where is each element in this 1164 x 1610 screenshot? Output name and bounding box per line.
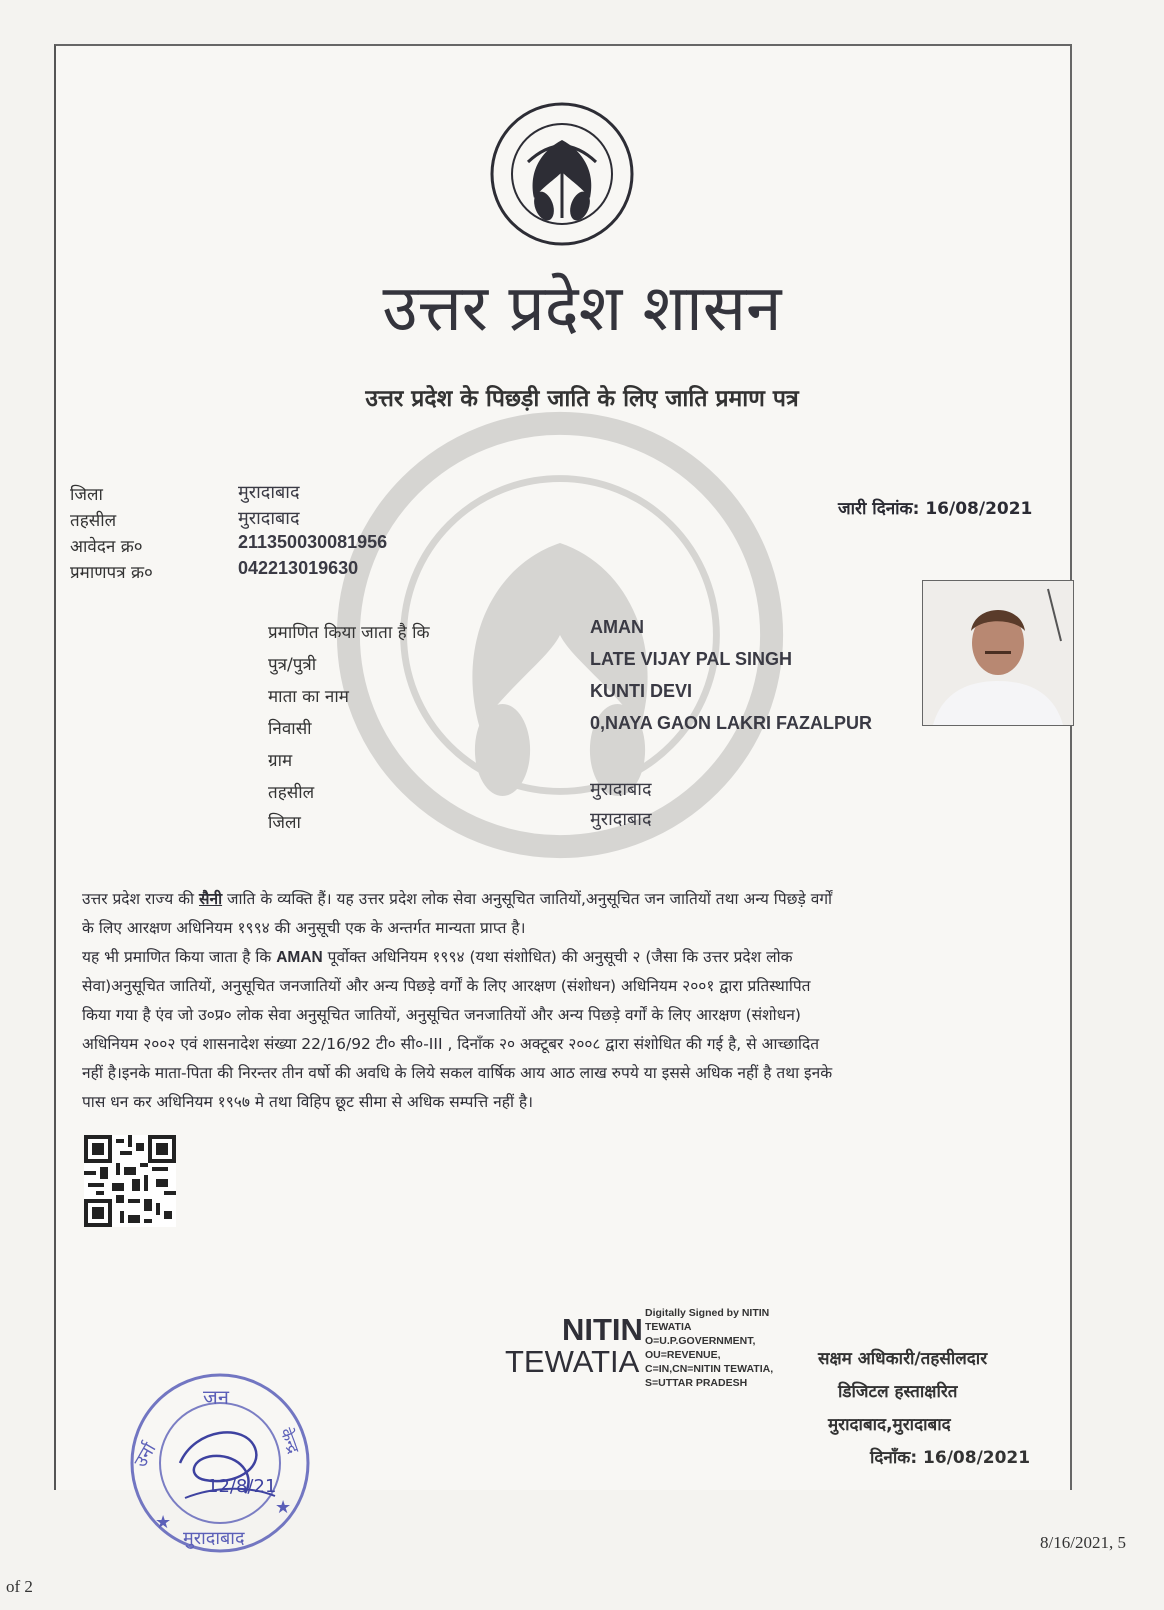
- seal-star-icon: ★: [155, 1512, 172, 1533]
- certificate-body: [82, 885, 1062, 1117]
- body-line-1-prefix: उत्तर प्रदेश राज्य की: [82, 890, 199, 908]
- signature-meta-2: TEWATIA: [645, 1321, 692, 1333]
- print-timestamp: 8/16/2021, 5: [1040, 1533, 1126, 1552]
- authority-digital-signed: डिजिटल हस्ताक्षरित: [838, 1382, 958, 1402]
- signature-meta-4: OU=REVENUE,: [645, 1349, 721, 1361]
- tehsil-value: मुरादाबाद: [238, 508, 300, 529]
- qr-code-icon[interactable]: [84, 1135, 176, 1227]
- seal-left-text: उर्ना: [130, 1439, 161, 1472]
- authority-block: [818, 1343, 1030, 1475]
- body-line-4: सेवा)अनुसूचित जातियों, अनुसूचित जनजातियों और अन्य पिछड़े वर्गों के लिए आरक्षण (संशोधन) अधिनियम २००१ द्वारा प्रतिस्थापित: [82, 977, 811, 995]
- seal-right-text: केन्द्र: [276, 1425, 304, 1457]
- up-government-emblem-icon: [488, 100, 636, 248]
- official-stamp-icon: [125, 1368, 315, 1558]
- applicant-photo: [922, 580, 1074, 726]
- body-line-3: [82, 943, 1062, 972]
- certificate-no-label: प्रमाणपत्र क्र०: [70, 563, 153, 583]
- signer-name-line1: NITIN: [562, 1312, 643, 1347]
- body-line-8: पास धन कर अधिनियम १९५७ मे तथा विहिप छूट सीमा से अधिक सम्पत्ति नहीं है।: [82, 1093, 533, 1111]
- authority-designation: सक्षम अधिकारी/तहसीलदार: [818, 1349, 988, 1369]
- signature-meta-3: O=U.P.GOVERNMENT,: [645, 1335, 756, 1347]
- application-no-value: 211350030081956: [238, 532, 388, 552]
- page-subtitle: उत्तर प्रदेश के पिछड़ी जाति के लिए जाति प्रमाण पत्र: [365, 386, 799, 412]
- page-title: उत्तर प्रदेश शासन: [382, 272, 782, 346]
- authority-date: दिनाँक: 16/08/2021: [870, 1448, 1031, 1468]
- father-name-value: LATE VIJAY PAL SINGH: [590, 649, 793, 669]
- body-line-6: अधिनियम २००२ एवं शासनादेश संख्या 22/16/92 टी० सी०-III , दिनाँक २० अक्टूबर २००८ द्वारा संशोधित की गई है, से आच्छादित: [82, 1035, 820, 1053]
- seal-top-text: जन: [203, 1385, 229, 1409]
- digital-signature-details: [645, 1306, 773, 1390]
- caste-name: सैनी: [198, 890, 223, 908]
- details-tehsil-value: मुरादाबाद: [590, 779, 652, 800]
- resident-value: 0,NAYA GAON LAKRI FAZALPUR: [590, 713, 873, 733]
- signature-meta-5: C=IN,CN=NITIN TEWATIA,: [645, 1363, 774, 1375]
- signature-meta-1: Digitally Signed by NITIN: [645, 1307, 770, 1319]
- body-line-3-prefix: यह भी प्रमाणित किया जाता है कि: [82, 948, 277, 966]
- certified-name-value: AMAN: [590, 617, 644, 637]
- mother-label: माता का नाम: [268, 687, 349, 707]
- body-applicant-name: AMAN: [276, 949, 323, 966]
- body-line-3-suffix: पूर्वोक्त अधिनियम १९९४ (यथा संशोधित) की अनुसूची २ (जैसा कि उत्तर प्रदेश लोक: [322, 948, 793, 966]
- district-label: जिला: [70, 485, 103, 505]
- issue-date: जारी दिनांक: 16/08/2021: [838, 499, 1033, 519]
- page-count: of 2: [6, 1577, 33, 1596]
- body-line-5: किया गया है एंव जो उ०प्र० लोक सेवा अनुसूचित जातियों, अनुसूचित जनजातियों और अन्य पिछड़े वर्गों के लिए आरक्षण (संशोधन): [82, 1006, 801, 1024]
- tehsil-label: तहसील: [70, 511, 117, 531]
- mother-name-value: KUNTI DEVI: [590, 681, 693, 701]
- certificate-no-value: 042213019630: [238, 558, 359, 578]
- relation-label: पुत्र/पुत्री: [268, 655, 317, 675]
- signature-meta-6: S=UTTAR PRADESH: [645, 1377, 748, 1389]
- authority-location: मुरादाबाद,मुरादाबाद: [828, 1415, 951, 1435]
- seal-star-icon: ★: [275, 1497, 292, 1518]
- body-line-7: नहीं है।इनके माता-पिता की निरन्तर तीन वर्षो की अवधि के लिये सकल वार्षिक आय आठ लाख रुपये या इससे अधिक नहीं है तथा इनके: [82, 1064, 833, 1082]
- certified-label: प्रमाणित किया जाता है कि: [268, 623, 430, 643]
- seal-handwritten-date: 12/8/21: [207, 1476, 277, 1497]
- village-label: ग्राम: [268, 751, 293, 771]
- application-no-label: आवेदन क्र०: [70, 537, 143, 557]
- signer-name-line2: TEWATIA: [505, 1344, 640, 1379]
- district-value: मुरादाबाद: [238, 482, 300, 503]
- seal-bottom-text: मुरादाबाद: [183, 1528, 245, 1549]
- body-line-2: के लिए आरक्षण अधिनियम १९९४ की अनुसूची एक के अन्तर्गत मान्यता प्राप्त है।: [82, 919, 526, 937]
- details-district-value: मुरादाबाद: [590, 809, 652, 830]
- body-line-1-suffix: जाति के व्यक्ति हैं। यह उत्तर प्रदेश लोक सेवा अनुसूचित जातियों,अनुसूचित जन जातियों तथा अन्य पिछड़े वर्गों: [222, 890, 833, 908]
- details-district-label: जिला: [268, 813, 301, 833]
- body-line-1: [82, 885, 1062, 914]
- details-tehsil-label: तहसील: [268, 783, 315, 803]
- resident-label: निवासी: [268, 719, 312, 739]
